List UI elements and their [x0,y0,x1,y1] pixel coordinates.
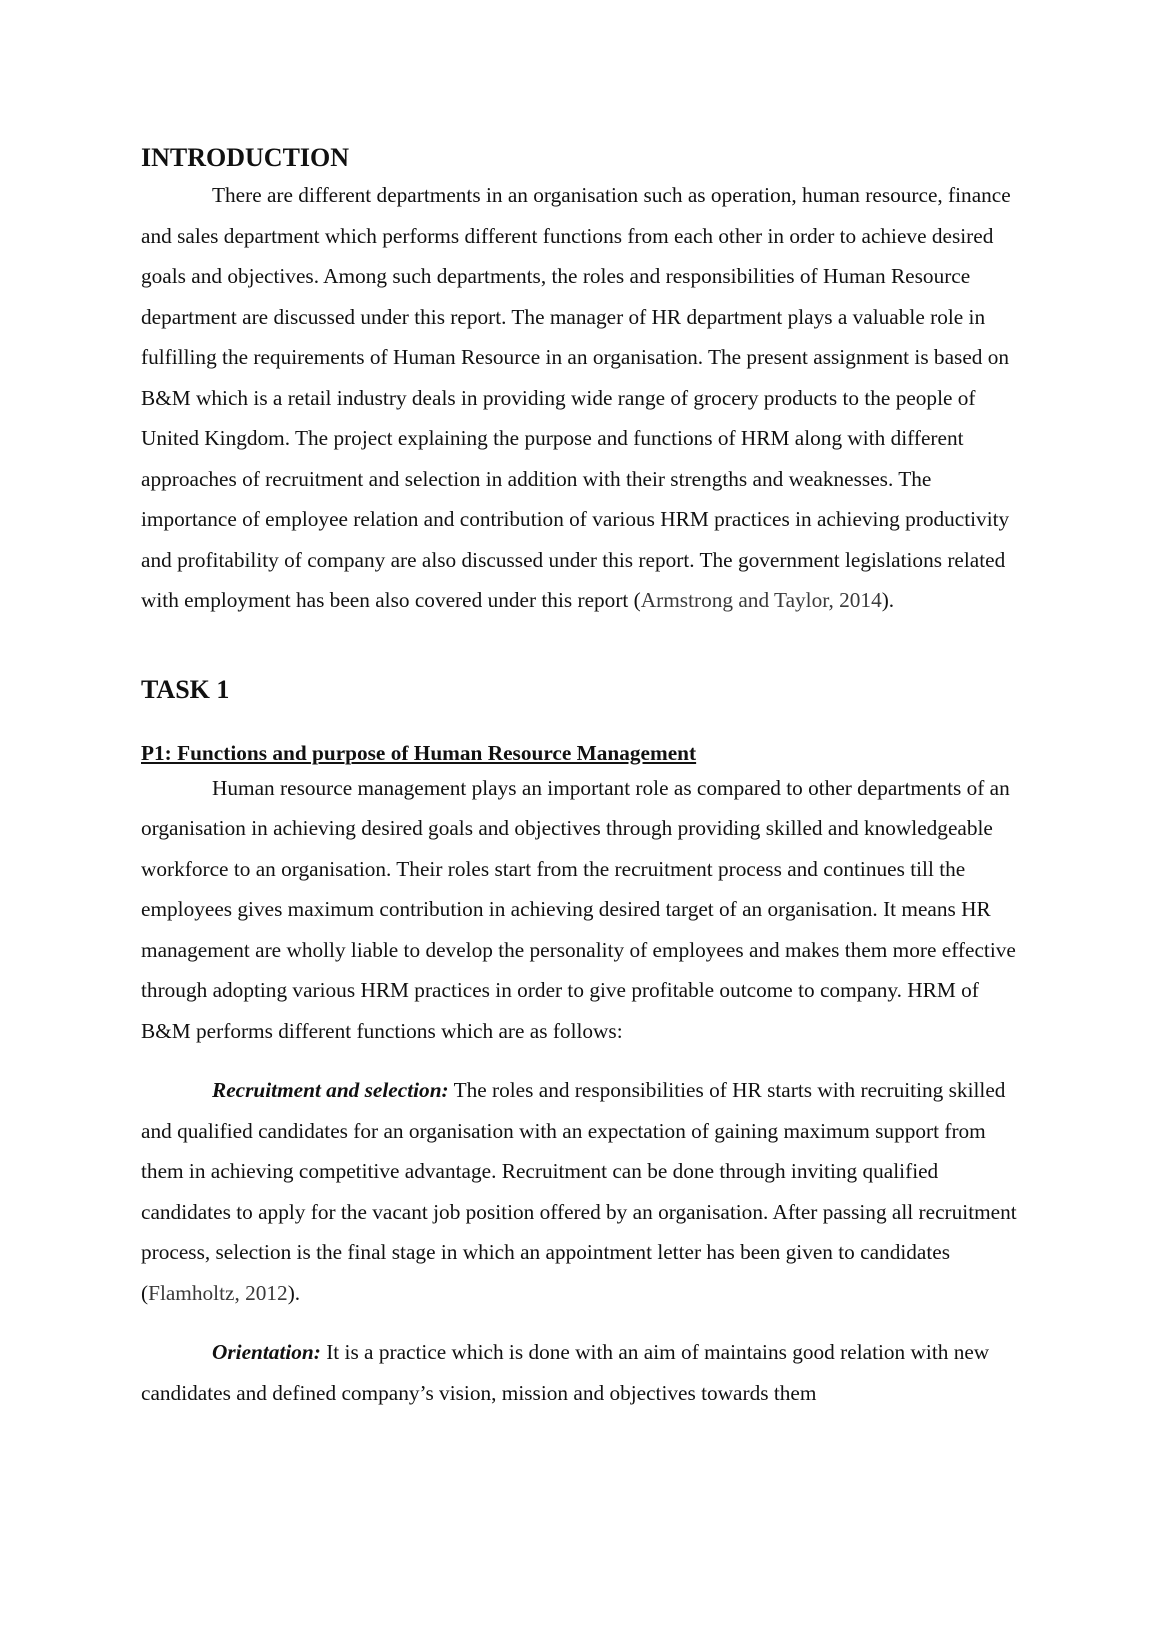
orientation-text: It is a practice which is done with an aim of maintains good relation with new candidates and defined company’s vision, mission and objectives towards them [141,1340,990,1405]
orientation-term: Orientation: [212,1340,321,1364]
introduction-heading: INTRODUCTION [141,143,350,172]
task1-heading: TASK 1 [141,674,230,704]
recruitment-closing: ). [287,1280,301,1305]
p1-heading: P1: Functions and purpose of Human Resource Management [141,740,697,765]
introduction-citation: Armstrong and Taylor, 2014 [640,588,882,612]
document-content [141,141,1021,1413]
recruitment-text: The roles and responsibilities of HR starts with recruiting skilled and qualified candidates for an organisation with an expectation of gaining maximum support from them in achieving competitive advantage. Recruitment can be done through inviting qualified candidates to apply for the vacant job position offered by an organisation. After passing all recruitment process, selection is the final stage in which an appointment letter has been given to candidates ( [141,1078,1017,1305]
introduction-closing: ). [881,588,895,612]
introduction-text: There are different departments in an organisation such as operation, human resource, finance and sales department which performs different functions from each other in order to achieve desired goals and objectives. Among such departments, the roles and responsibilities of Human Resource department are discussed under this report. The manager of HR department plays a valuable role in fulfilling the requirements of Human Resource in an organisation. The present assignment is based on B&M which is a retail industry deals in providing wide range of grocery products to the people of United Kingdom. The project explaining the purpose and functions of HRM along with different approaches of recruitment and selection in addition with their strengths and weaknesses. The importance of employee relation and contribution of various HRM practices in achieving productivity and profitability of company are also discussed under this report. The government legislations related with employment has been also covered under this report ( [141,183,1011,612]
p1-paragraph: Human resource management plays an important role as compared to other departments of an organisation in achieving desired goals and objectives through providing skilled and knowledgeable workforce to an organisation. Their roles start from the recruitment process and continues till the employees gives maximum contribution in achieving desired target of an organisation. It means HR management are wholly liable to develop the personality of employees and makes them more effective through adopting various HRM practices in order to give profitable outcome to company. HRM of B&M performs different functions which are as follows: [141,775,1016,1043]
introduction-paragraph [141,175,1021,621]
recruitment-term: Recruitment and selection: [212,1078,449,1102]
recruitment-citation: Flamholtz, 2012 [148,1280,288,1305]
recruitment-paragraph [141,1070,1021,1313]
orientation-paragraph [141,1332,1021,1413]
